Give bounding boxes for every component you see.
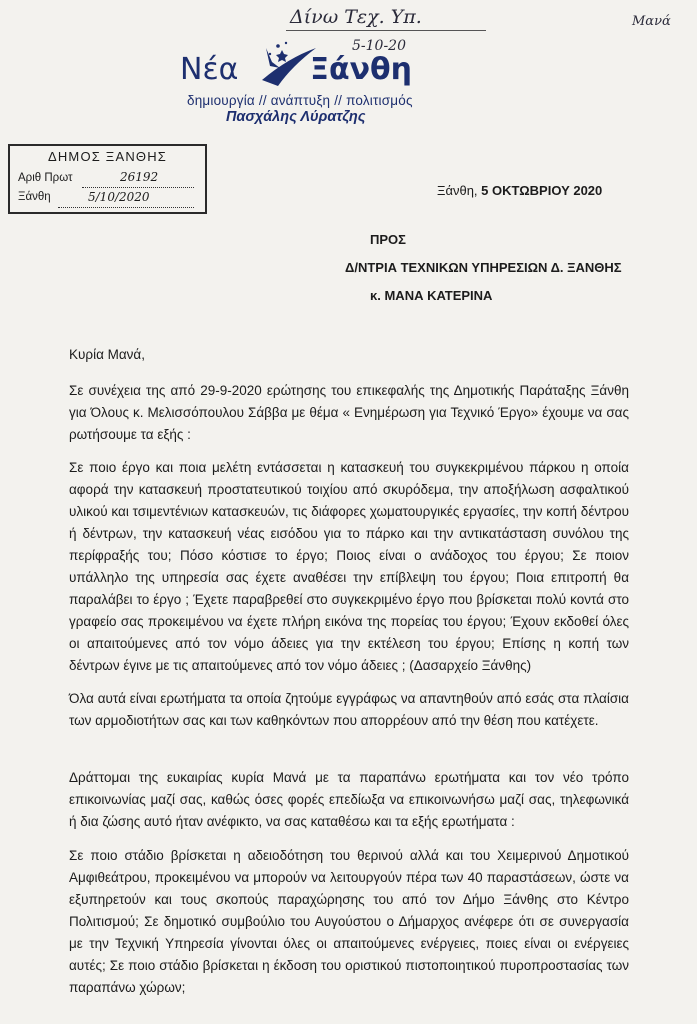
letterhead-tagline: δημιουργία // ανάπτυξη // πολιτισμός [187, 93, 413, 108]
handwritten-note-top: Δίνω Τεχ. Υπ. [290, 6, 422, 28]
letter-date [437, 183, 602, 198]
handwritten-note-corner: Μανά [632, 14, 671, 29]
recipient-name: κ. ΜΑΝΑ ΚΑΤΕΡΙΝΑ [370, 288, 493, 303]
paragraph-questions-amphitheatre: Σε ποιο στάδιο βρίσκεται η αδειοδότηση του θερινού αλλά και του Χειμερινού Δημοτικού Αμφιθεάτρου, προκειμένου να μπορούν να λειτουργούν πέρα των 40 παραστάσεων, ώστε να εξυπηρετούν και τους σκοπούς παραχώρησης του από τον Δήμο Ξάνθης στο Κέντρο Πολιτισμού; Σε δημοτικό συμβούλιο του Αυγούστου ο Δήμαρχος ανέφερε ότι σε συνεργασία με την Τεχνική Υπηρεσία γίνονται όλες οι απαιτούμενες ενέργειες, ποιες είναι οι ενέργειες αυτές; Σε ποιο στάδιο βρίσκεται η έκδοση του οριστικού πιστοποιητικού πυροπροστασίας των παραπάνω χώρων; [69, 848, 629, 995]
party-logo [180, 52, 480, 92]
stamp-date-value: 5/10/2020 [88, 190, 150, 204]
recipient-department: Δ/ΝΤΡΙΑ ΤΕΧΝΙΚΩΝ ΥΠΗΡΕΣΙΩΝ Δ. ΞΑΝΘΗΣ [345, 260, 622, 275]
paragraph-request: Όλα αυτά είναι ερωτήματα τα οποία ζητούμε εγγράφως να απαντηθούν από εσάς στα πλαίσια των αρμοδιοτήτων σας και των καθηκόντων που απορρέουν από την θέση που κατέχετε. [69, 691, 629, 728]
logo-text-left: Νέα [180, 52, 239, 87]
stamp-protocol-line [82, 186, 194, 188]
letterhead-leader: Πασχάλης Λύρατζης [226, 109, 366, 125]
greeting: Κυρία Μανά, [69, 347, 145, 362]
paragraph-intro: Σε συνέχεια της από 29-9-2020 ερώτησης του επικεφαλής της Δημοτικής Παράταξης Ξάνθη για Όλους κ. Μελισσόπουλου Σάββα με θέμα « Ενημέρωση για Τεχνικό Έργο» έχουμε να σας ρωτήσουμε τα εξής : [69, 383, 629, 442]
stamp-date-label: Ξάνθη [18, 191, 51, 203]
stamp-title: ΔΗΜΟΣ ΞΑΝΘΗΣ [47, 149, 168, 164]
to-label: ΠΡΟΣ [370, 232, 406, 247]
letter-place: Ξάνθη, [437, 183, 478, 198]
handwritten-date: 5-10-20 [352, 38, 406, 54]
star-swoosh-icon [258, 40, 318, 90]
stamp-protocol-value: 26192 [120, 170, 159, 184]
logo-text-right: Ξάνθη [310, 52, 412, 87]
paragraph-questions-park: Σε ποιο έργο και ποια μελέτη εντάσσεται η κατασκευή του συγκεκριμένου πάρκου η οποία αφορά την κατασκευή προστατευτικού τοιχίου από σκυρόδεμα, την αποξήλωση ασφαλτικού υλικού και τσιμεντένιων κατασκευών, τις διάφορες χωματουργικές εργασίες, την κοπή δέντρου ή δέντρων, την κατασκευή νέας εισόδου για το πάρκο και την αντικατάσταση συνόλου της περίφραξής του; Πόσο κόστισε το έργο; Ποιος είναι ο ανάδοχος του έργου; Σε ποιον υπάλληλο της υπηρεσία σας έχετε αναθέσει την επίβλεψη του έργου; Ποια επιτροπή θα παραλάβει το έργο ; Έχετε παραβρεθεί στο συγκεκριμένο έργο που βρίσκεται πολύ κοντά στο γραφείο σας προκειμένου να έχετε πλήρη εικόνα της πορείας του έργου; Έχουν εκδοθεί όλες οι απαιτούμενες από τον νόμο άδειες για την εκτέλεση του έργου; Επίσης η κοπή των δέντρων έγινε με τις απαιτούμενες από τον νόμο άδειες ; (Δασαρχείο Ξάνθης) [69, 460, 629, 673]
handwritten-underline [286, 30, 486, 31]
registry-stamp [8, 144, 207, 214]
paragraph-communication: Δράττομαι της ευκαιρίας κυρία Μανά με τα παραπάνω ερωτήματα και τον νέο τρόπο επικοινωνίας μαζί σας, καθώς όσες φορές επεδίωξα να επικοινωνήσω μαζί σας, τηλεφωνικά ή δια ζώσης αυτό ήταν ανέφικτο, να σας καταθέσω και τα εξής ερωτήματα : [69, 770, 629, 829]
stamp-protocol-label: Αριθ Πρωτ [18, 172, 73, 184]
stamp-date-line [58, 206, 194, 208]
letter-date-value: 5 ΟΚΤΩΒΡΙΟΥ 2020 [481, 183, 603, 198]
